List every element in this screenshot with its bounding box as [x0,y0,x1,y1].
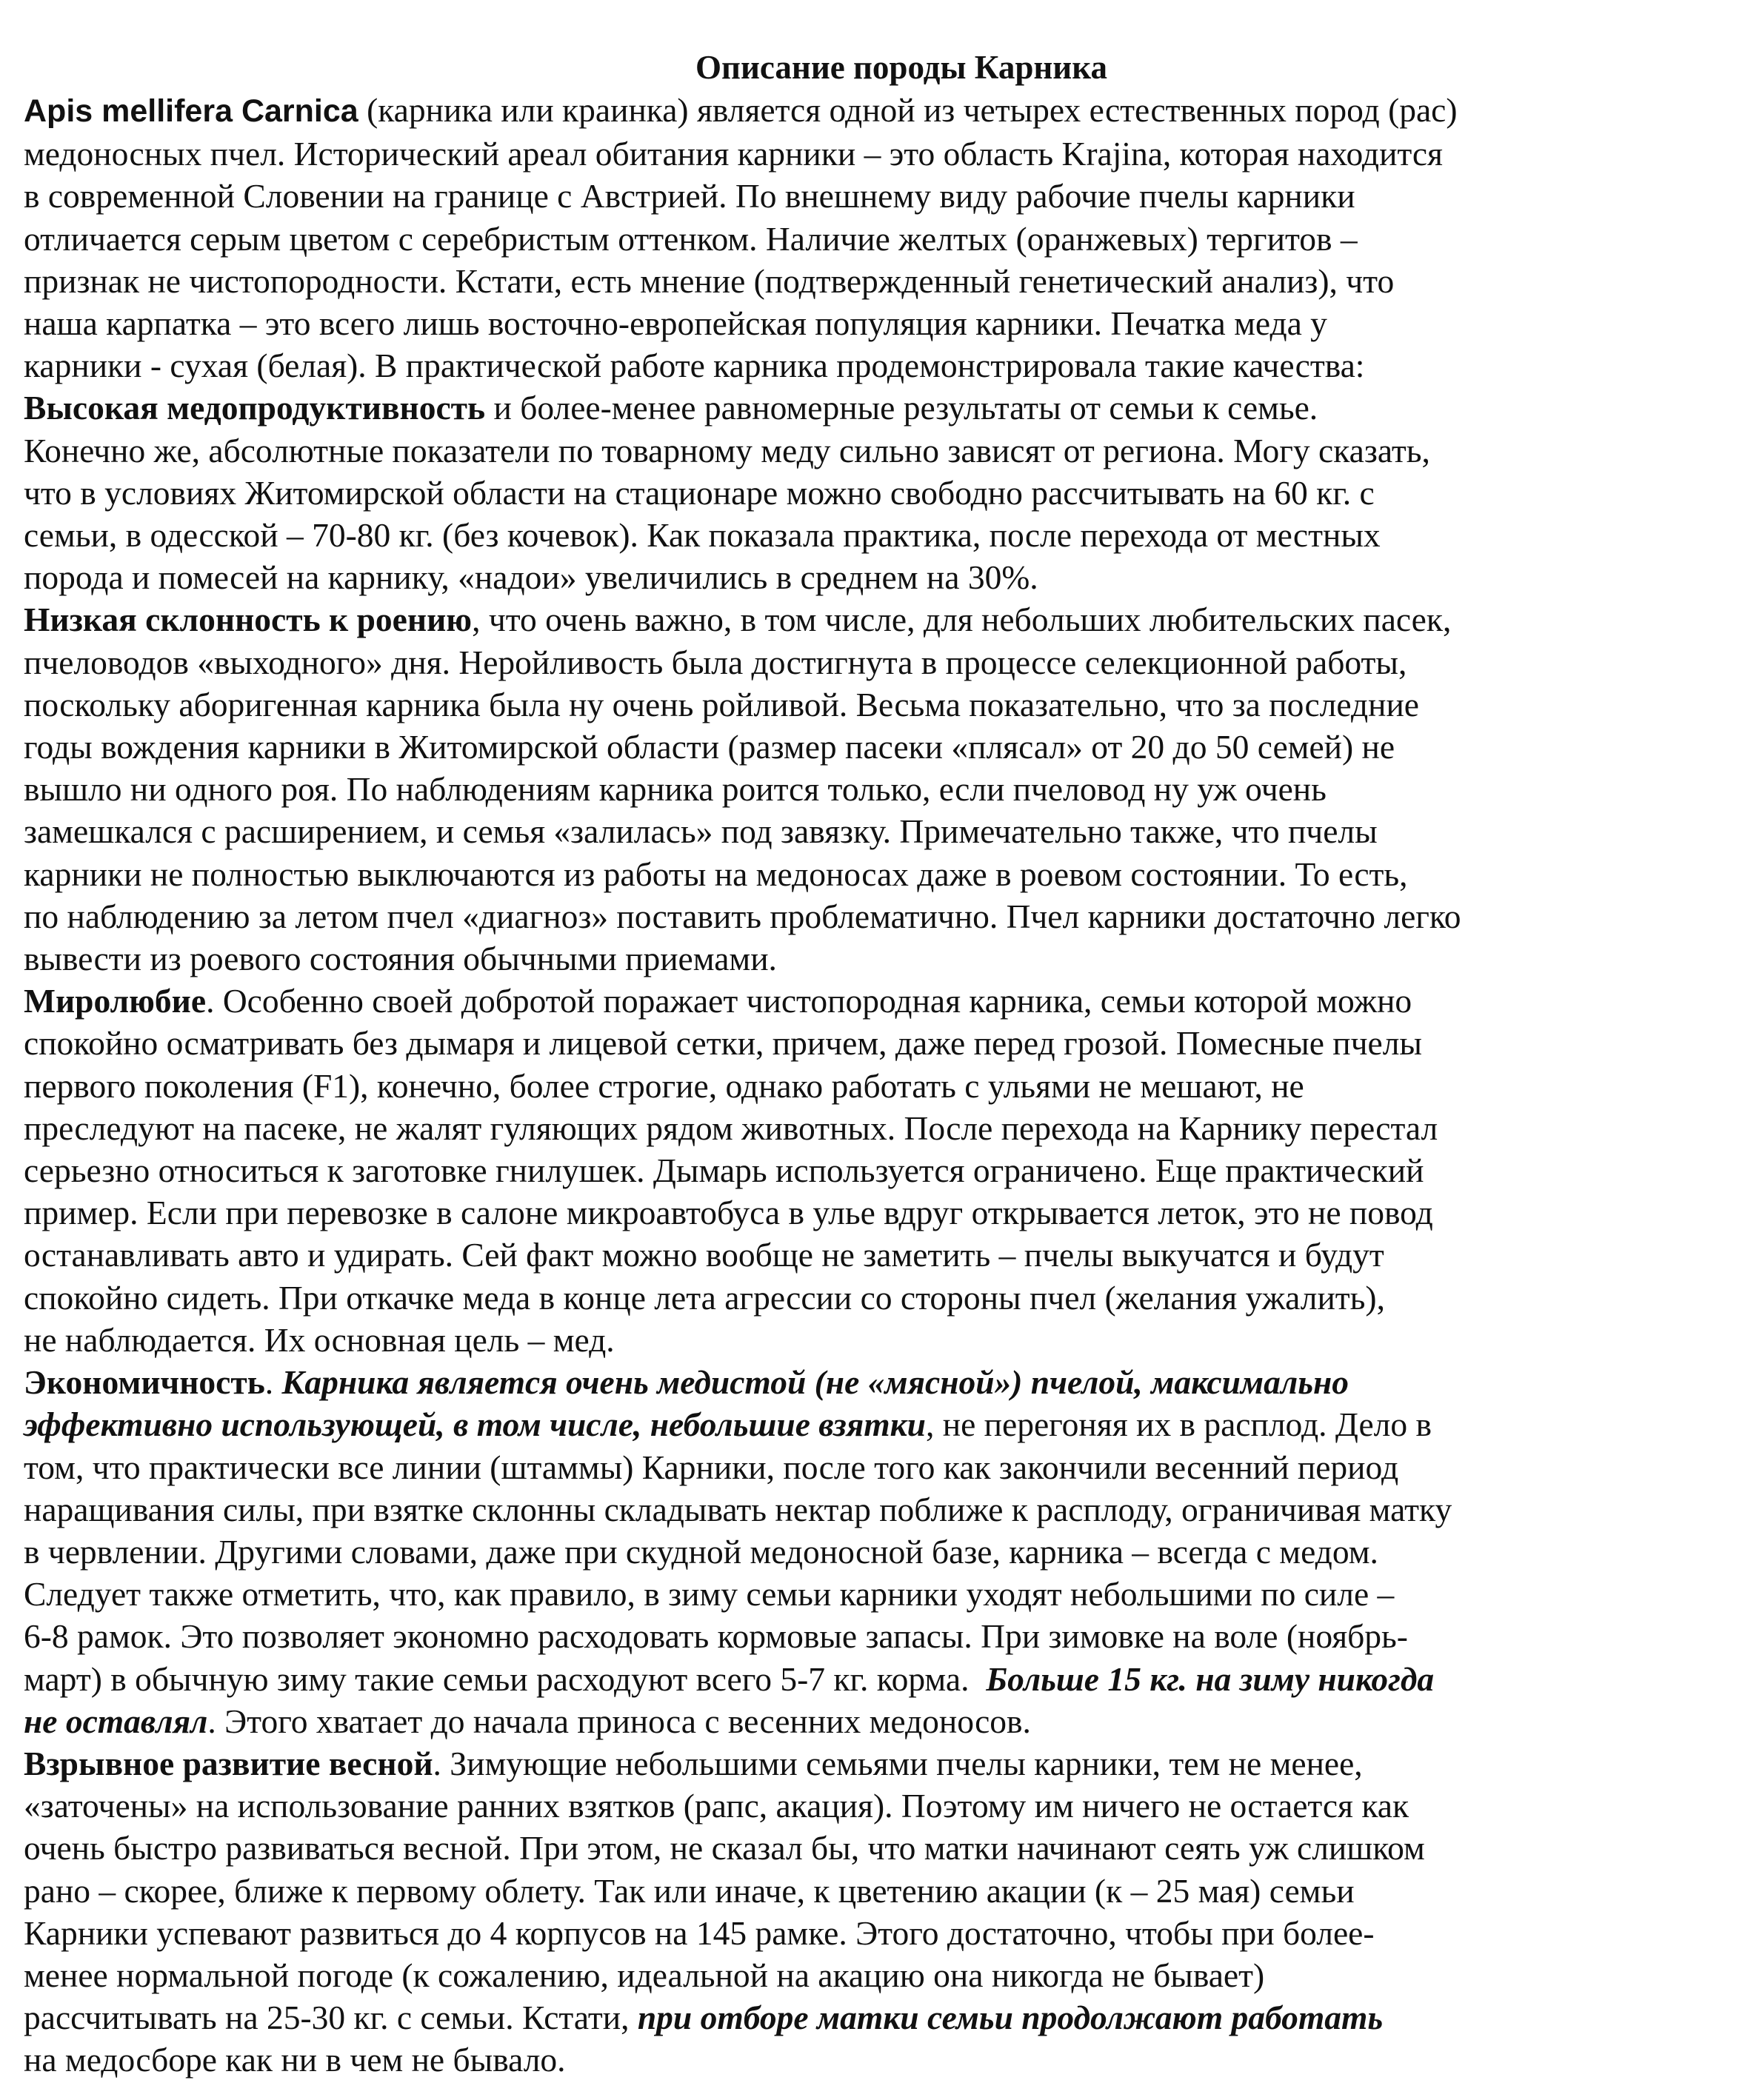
text-line [24,344,1735,387]
text-segment: отличается серым цветом с серебристым оттенком. Наличие желтых (оранжевых) тергитов – [24,219,1358,258]
text-line [24,768,1735,810]
text-line [24,1403,1735,1445]
emphasized-text: Низкая склонность к роению [24,601,473,639]
text-segment: 6-8 рамок. Это позволяет экономно расходовать кормовые запасы. При зимовке на воле (ноябрь- [24,1617,1408,1656]
text-line [24,1996,1735,2039]
text-line [24,1191,1735,1234]
text-line [24,1234,1735,1276]
text-segment: , не перегоняя их в расплод. Дело в [925,1405,1432,1444]
text-line [24,853,1735,895]
text-line [24,810,1735,852]
text-line [24,387,1735,429]
text-line [24,133,1735,175]
document [24,46,1735,2081]
text-segment: , что очень важно, в том числе, для небольших любительских пасек, [472,601,1452,639]
text-segment: годы вождения карники в Житомирской области (размер пасеки «плясал» от 20 до 50 семей) не [24,728,1395,766]
emphasized-text: Больше 15 кг. на зиму никогда [986,1659,1435,1698]
text-segment: Следует также отметить, что, как правило, в зиму семьи карники уходят небольшими по силе – [24,1575,1395,1614]
text-line [24,1488,1735,1531]
emphasized-text: Миролюбие [24,982,207,1020]
text-segment: март) в обычную зиму такие семьи расходуют всего 5-7 кг. корма. [24,1659,987,1698]
text-line [24,1361,1735,1403]
text-segment: очень быстро развиваться весной. При этом, не сказал бы, что матки начинают сеять уж слишком [24,1829,1425,1867]
emphasized-text: Apis mellifera Carnica [24,93,358,129]
text-line [24,1742,1735,1785]
text-line [24,1785,1735,1827]
text-segment: вывести из роевого состояния обычными приемами. [24,940,777,978]
text-segment: . Зимующие небольшими семьями пчелы карники, тем не менее, [433,1744,1363,1782]
text-segment: Конечно же, абсолютные показатели по товарному меду сильно зависят от региона. Могу сказать, [24,431,1430,469]
document-body [24,89,1735,2081]
text-line [24,514,1735,556]
text-line [24,1319,1735,1361]
text-segment: наша карпатка – это всего лишь восточно-европейская популяция карники. Печатка меда у [24,304,1327,343]
text-line [24,218,1735,260]
text-segment: том, что практически все линии (штаммы) Карники, после того как закончили весенний период [24,1448,1399,1486]
emphasized-text: не оставлял [24,1702,208,1740]
text-line [24,1912,1735,1954]
text-line [24,1065,1735,1107]
text-segment: наращивания силы, при взятке склонны складывать нектар поближе к расплоду, ограничивая матку [24,1490,1452,1528]
text-segment: поскольку аборигенная карника была ну очень ройливой. Весьма показательно, что за последние [24,685,1420,723]
text-line [24,641,1735,683]
text-line [24,598,1735,641]
text-line [24,1658,1735,1700]
text-segment: не наблюдается. Их основная цель – мед. [24,1320,615,1359]
text-line [24,1870,1735,1912]
text-segment: карники - сухая (белая). В практической работе карника продемонстрировала такие качества: [24,347,1365,385]
text-segment: в червлении. Другими словами, даже при скудной медоносной базе, карника – всегда с медом. [24,1532,1378,1571]
text-line [24,472,1735,514]
emphasized-text: эффективно использующей, в том числе, небольшие взятки [24,1405,926,1444]
emphasized-text: Экономичность [24,1363,265,1402]
text-line [24,1954,1735,1996]
text-line [24,683,1735,726]
text-line [24,1446,1735,1488]
text-segment: Карники успевают развиться до 4 корпусов на 145 рамке. Этого достаточно, чтобы при более- [24,1913,1375,1952]
text-segment: . [264,1363,282,1402]
text-line [24,175,1735,217]
text-segment: на медосборе как ни в чем не бывало. [24,2041,566,2079]
emphasized-text: Карника является очень медистой (не «мясной») пчелой, максимально [281,1363,1349,1402]
text-segment: . Этого хватает до начала приноса с весенних медоносов. [207,1702,1031,1740]
emphasized-text: при отборе матки семьи продолжают работать [637,1999,1384,2037]
text-segment: пчеловодов «выходного» дня. Неройливость была достигнута в процессе селекционной работы, [24,643,1407,681]
text-line [24,726,1735,768]
text-segment: пример. Если при перевозке в салоне микроавтобуса в улье вдруг открывается леток, это не повод [24,1194,1433,1232]
text-segment: медоносных пчел. Исторический ареал обитания карники – это область Krajina, которая находится [24,135,1443,173]
text-segment: серьезно относиться к заготовке гнилушек. Дымарь используется ограничено. Еще практический [24,1151,1424,1190]
text-line [24,1573,1735,1615]
text-line [24,89,1735,133]
text-line [24,429,1735,472]
text-segment: по наблюдению за летом пчел «диагноз» поставить проблематично. Пчел карники достаточно легко [24,897,1461,935]
text-segment: и более-менее равномерные результаты от семьи к семье. [485,389,1318,427]
text-segment: порода и помесей на карнику, «надои» увеличились в среднем на 30%. [24,558,1038,597]
text-line [24,1531,1735,1573]
text-segment: преследуют на пасеке, не жалят гуляющих рядом животных. После перехода на Карнику перестал [24,1108,1438,1147]
text-line [24,556,1735,598]
text-segment: (карника или краинка) является одной из четырех естественных пород (рас) [358,91,1458,129]
emphasized-text: Высокая медопродуктивность [24,389,486,427]
document-title: Описание породы Карника [695,49,1107,86]
text-line [24,1149,1735,1191]
emphasized-text: Взрывное развитие весной [24,1744,433,1782]
text-line [24,1700,1735,1742]
text-segment: спокойно осматривать без дымаря и лицевой сетки, причем, даже перед грозой. Помесные пчелы [24,1024,1423,1063]
text-line [24,260,1735,302]
text-segment: менее нормальной погоде (к сожалению, идеальной на акацию она никогда не бывает) [24,1956,1265,1994]
text-segment: первого поколения (F1), конечно, более строгие, однако работать с ульями не мешают, не [24,1066,1304,1105]
text-line [24,2039,1735,2081]
text-segment: рассчитывать на 25-30 кг. с семьи. Кстати, [24,1999,638,2037]
text-line [24,1277,1735,1319]
text-segment: «заточены» на использование ранних взятков (рапс, акация). Поэтому им ничего не остается как [24,1787,1409,1825]
text-line [24,1107,1735,1149]
text-segment: что в условиях Житомирской области на стационаре можно свободно рассчитывать на 60 кг. с [24,473,1375,512]
text-segment: спокойно сидеть. При откачке меда в конце лета агрессии со стороны пчел (желания ужалить), [24,1278,1385,1317]
text-segment: рано – скорее, ближе к первому облету. Так или иначе, к цветению акации (к – 25 мая) семьи [24,1871,1355,1910]
text-segment: . Особенно своей добротой поражает чистопородная карника, семьи которой можно [206,982,1412,1020]
text-line [24,1615,1735,1657]
text-line [24,302,1735,344]
text-segment: замешкался с расширением, и семья «залилась» под завязку. Примечательно также, что пчелы [24,812,1378,851]
text-line [24,937,1735,980]
text-segment: карники не полностью выключаются из работы на медоносах даже в роевом состоянии. То есть, [24,855,1408,893]
text-line [24,1022,1735,1064]
text-segment: останавливать авто и удирать. Сей факт можно вообще не заметить – пчелы выкучатся и будут [24,1236,1384,1274]
text-segment: семьи, в одесской – 70-80 кг. (без кочевок). Как показала практика, после перехода от местных [24,516,1381,555]
text-segment: вышло ни одного роя. По наблюдениям карника роится только, если пчеловод ну уж очень [24,770,1327,809]
text-segment: в современной Словении на границе с Австрией. По внешнему виду рабочие пчелы карники [24,177,1355,215]
text-line [24,980,1735,1022]
text-line [24,1827,1735,1869]
text-line [24,895,1735,937]
text-segment: признак не чистопородности. Кстати, есть мнение (подтвержденный генетический анализ), что [24,261,1395,300]
